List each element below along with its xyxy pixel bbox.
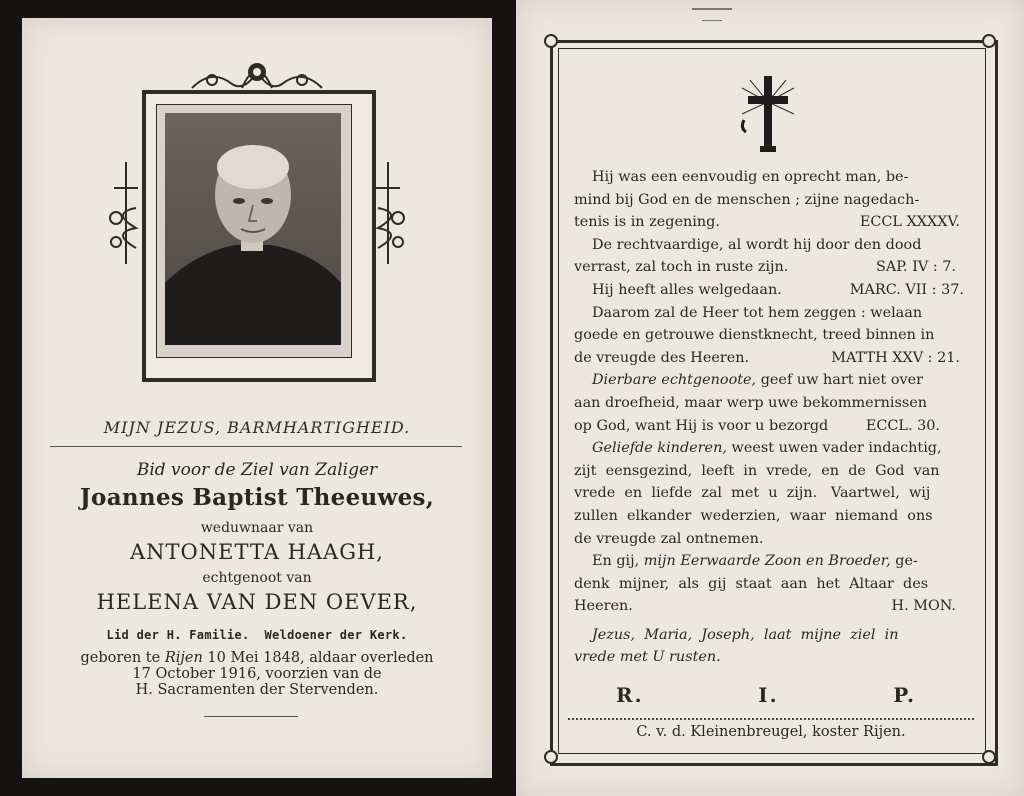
text-line: aan droefheid, maar werp uwe bekommernissen [574, 394, 928, 411]
pray-line: Bid voor de Ziel van Zaliger [136, 460, 378, 480]
deceased-name: Joannes Baptist Theeuwes, [79, 484, 435, 511]
birthplace: Rijen [164, 650, 203, 666]
portrait-photo [165, 113, 341, 345]
top-mark [692, 8, 732, 10]
scripture-text [574, 166, 970, 669]
text-line: Dierbare echtgenoote, [592, 372, 757, 389]
corner-ornament-icon [544, 34, 558, 48]
text-line: Geliefde kinderen, [592, 440, 727, 457]
second-wife-name: HELENA VAN DEN OEVER, [96, 590, 418, 614]
rip-letter: I. [758, 683, 779, 707]
portrait-frame [142, 90, 376, 382]
reference: MATTH XXV : 21. [831, 349, 960, 366]
bottom-divider [204, 716, 298, 717]
reference: ECCL. 30. [865, 417, 940, 434]
memorial-card-front [22, 18, 492, 778]
sacraments-line: H. Sacramenten der Stervenden. [135, 682, 379, 698]
reference: H. MON. [891, 598, 956, 615]
reference: MARC. VII : 37. [849, 281, 964, 298]
top-ornament-icon [182, 54, 332, 94]
left-side-ornament-icon [106, 158, 146, 268]
text-line: verrast, zal toch in ruste zijn. [574, 259, 789, 276]
text-line: Hij heeft alles welgedaan. [592, 281, 782, 298]
spouse-label: echtgenoot van [202, 570, 312, 586]
reference: ECCL XXXXV. [859, 214, 960, 231]
text-line: zijt eensgezind, leeft in vrede, en de God van [574, 462, 940, 479]
born-suffix: 10 Mei 1848, aldaar overleden [207, 650, 434, 666]
text-line: geef uw hart niet over [756, 372, 924, 389]
dotted-divider [568, 718, 974, 720]
motto: MIJN JEZUS, BARMHARTIGHEID. [103, 418, 411, 437]
divider-line [50, 446, 462, 447]
memberships: Lid der H. Familie. Weldoener der Kerk. [106, 628, 408, 642]
top-mark-small [702, 20, 722, 21]
closing-prayer-line: Jezus, Maria, Joseph, laat mijne ziel in [592, 626, 899, 643]
reference: SAP. IV : 7. [876, 259, 956, 276]
corner-ornament-icon [544, 750, 558, 764]
text-line: Daarom zal de Heer tot hem zeggen : welaan [592, 304, 923, 321]
text-line: En gij, [592, 553, 640, 570]
rip-letter: R. [616, 683, 644, 707]
text-line: goede en getrouwe dienstknecht, treed binnen in [574, 327, 935, 344]
born-prefix: geboren te [80, 650, 161, 666]
text-line: mind bij God en de menschen ; zijne nagedach- [574, 191, 920, 208]
text-line: de vreugde zal ontnemen. [574, 530, 764, 547]
text-line: vrede en liefde zal met u zijn. Vaartwel, wij [574, 485, 931, 502]
portrait-mat [156, 104, 352, 358]
birth-death-info [22, 650, 492, 698]
text-line: zullen elkander wederzien, waar niemand ons [574, 507, 933, 524]
portrait-man-icon [165, 113, 341, 345]
text-line: denk mijner, als gij staat aan het Altaar des [574, 575, 929, 592]
text-line: ge- [890, 553, 918, 570]
text-line: tenis is in zegening. [574, 214, 720, 231]
widower-label: weduwnaar van [200, 520, 314, 536]
text-line: op God, want Hij is voor u bezorgd [574, 417, 829, 434]
memorial-card-back [516, 0, 1024, 796]
text-line: De rechtvaardige, al wordt hij door den dood [592, 236, 922, 253]
text-line: weest uwen vader indachtig, [726, 440, 942, 457]
printer-credit: C. v. d. Kleinenbreugel, koster Rijen. [636, 724, 906, 740]
death-line: 17 October 1916, voorzien van de [132, 666, 382, 682]
corner-ornament-icon [982, 750, 996, 764]
text-line: Hij was een eenvoudig en oprecht man, be- [592, 169, 909, 185]
first-wife-name: ANTONETTA HAAGH, [130, 540, 384, 564]
text-line: de vreugde des Heeren. [574, 349, 750, 366]
cross-icon [738, 74, 798, 154]
text-line: mijn Eerwaarde Zoon en Broeder, [639, 553, 891, 570]
closing-prayer-line: vrede met U rusten. [574, 649, 721, 666]
corner-ornament-icon [982, 34, 996, 48]
rip-letter: P. [893, 683, 916, 707]
rip-letters [616, 683, 916, 707]
text-line: Heeren. [574, 598, 633, 615]
